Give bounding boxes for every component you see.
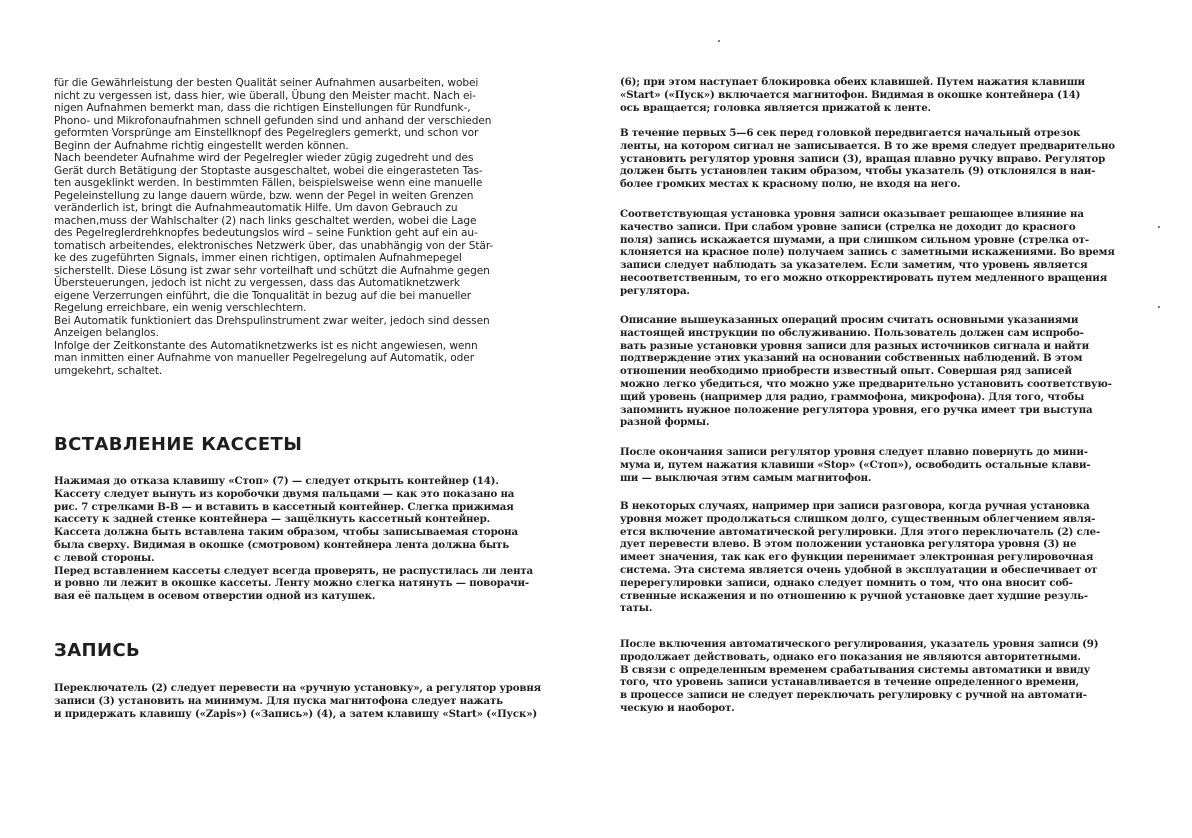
right-paragraph-6: В некоторых случаях, например при записи разговора, когда ручная установка уровня может продолжаться слишком долго, существенным облегчением явля- ется включение автоматической регулировки. Для этого переключатель (2) сле- дует перевести влево. В этом положении установка регулятора уровня (3) не имеет значения, так как его функции перенимает электронная регулировочная система. Эта система является очень удобной в эксплуатации и обеспечивает от перерегулировки записи, однако следует помнить о том, что она вносит соб- ственные искажения и по отношению к ручной установке дает худшие резуль- таты. (620, 500, 1101, 615)
heading-cassette-insertion: ВСТАВЛЕНИЕ КАССЕТЫ (54, 434, 303, 455)
right-paragraph-2: В течение первых 5—6 сек перед головкой передвигается начальный отрезок ленты, на котором сигнал не записывается. В то же время следует предварительно установить регулятор уровня записи (3), вращая плавно ручку вправо. Регулятор должен быть установлен таким образом, чтобы указатель (9) отклонялся в наи- более громких местах к красному полю, не входя на него. (620, 127, 1115, 191)
scan-speck (1158, 226, 1160, 228)
recording-paragraph: Переключатель (2) следует перевести на «ручную установку», а регулятор уровня записи (3) установить на минимум. Для пуска магнитофона следует нажать и придержать клавишу («Zapis») («Запись») (4), а затем клавишу «Start» («Пуск») (54, 682, 542, 720)
cassette-paragraph: Нажимая до отказа клавишу «Стоп» (7) — следует открыть контейнер (14). Кассету следует вынуть из коробочки двумя пальцами — как это показано на рис. 7 стрелками В-В — и вставить в кассетный контейнер. Слегка прижимая кассету к задней стенке контейнера — защёлкнуть кассетный контейнер. Кассета должна быть вставлена таким образом, чтобы записываемая сторона была сверху. Видимая в окошке (смотровом) контейнера лента должна быть с левой стороны. Перед вставлением кассеты следует всегда проверять, не распустилась ли лента и ровно ли лежит в окошке кассеты. Ленту можно слегка натянуть — поворачи- вая её пальцем в осевом отверстии одной из катушек. (54, 475, 533, 603)
scan-speck (1158, 306, 1160, 308)
heading-recording: ЗАПИСЬ (54, 640, 141, 661)
scan-speck (718, 40, 720, 42)
right-paragraph-5: После окончания записи регулятор уровня следует плавно повернуть до мини- мума и, путем нажатия клавиши «Stop» («Стоп»), освободить остальные клави- ши — выключая этим самым магнитофон. (620, 446, 1091, 484)
right-paragraph-1: (6); при этом наступает блокировка обеих клавишей. Путем нажатия клавиши «Start» («Пуск») включается магнитофон. Видимая в окошке контейнера (14) ось вращается; головка является прижатой к ленте. (620, 76, 1085, 114)
right-paragraph-3: Соответствующая установка уровня записи оказывает решающее влияние на качество записи. При слабом уровне записи (стрелка не доходит до красного поля) запись искажается шумами, а при слишком сильном уровне (стрелка от- клоняется на красное поле) получаем запись с заметными искажениями. Во время записи следует наблюдать за указателем. Если заметим, что уровень является несоответственным, то его можно откорректировать путем медленного вращения регулятора. (620, 208, 1115, 297)
german-text-block: für die Gewährleistung der besten Qualität seiner Aufnahmen ausarbeiten, wobei nicht zu vergessen ist, dass hier, wie überall, Übung den Meister macht. Nach ei- nigen Aufnahmen bemerkt man, dass die richtigen Einstellungen für Rundfunk-, Phono- und Mikrofonaufnahmen schnell gefunden sind und anhand der verschieden geformten Vorsprünge am Einstellknopf des Pegelreglers gemerkt, und schon vor Beginn der Aufnahme richtig eingestellt werden können. Nach beendeter Aufnahme wird der Pegelregler wieder zügig zugedreht und des Gerät durch Betätigung der Stoptaste ausgeschaltet, wobei die eingerasteten Tas- ten ausgeklinkt werden. In bestimmten Fällen, beispielsweise wenn eine manuelle Pegeleinstellung zu lange dauern würde, bzw. wenn der Pegel in weiten Grenzen veränderlich ist, bringt die Aufnahmeautomatik Hilfe. Um davon Gebrauch zu machen,muss der Wahlschalter (2) nach links geschaltet werden, wobei die Lage des Pegelreglerdrehknopfes bedeutungslos wird – seine Funktion geht auf ein au- tomatisch arbeitendes, elektronisches Netzwerk über, das unabhängig von der Stär- ke des zugeführten Signals, immer einen richtigen, optimalen Aufnahmepegel sicherstellt. Diese Lösung ist zwar sehr vorteilhaft und schützt die Aufnahme gegen Übersteuerungen, jedoch ist nicht zu vergessen, dass das Automatiknetzwerk eigene Verzerrungen einführt, die die Tonqualität in bezug auf die bei manueller Regelung erreichbare, ein wenig verschlechtern. Bei Automatik funktioniert das Drehspulinstrument zwar weiter, jedoch sind dessen Anzeigen belanglos. Infolge der Zeitkonstante des Automatiknetzwerks ist es nicht angewiesen, wenn man inmitten einer Aufnahme von manueller Pegelregelung auf Automatik, oder umgekehrt, schaltet. (54, 77, 494, 377)
right-paragraph-7: После включения автоматического регулирования, указатель уровня записи (9) продолжает действовать, однако его показания не являются авторитетными. В связи с определенным временем срабатывания системы автоматики и ввиду того, что уровень записи устанавливается в течение определенного времени, в процессе записи не следует переключать регулировку с ручной на автомати- ческую и наоборот. (620, 638, 1099, 714)
right-paragraph-4: Описание вышеуказанных операций просим считать основными указаниями настоящей инструкции по обслуживанию. Пользователь должен сам испробо- вать разные установки уровня записи для разных источников сигнала и найти подтверждение этих указаний на основании собственных наблюдений. В этом отношении необходимо приобрести известный опыт. Совершая ряд записей можно легко убедиться, что можно уже предварительно установить соответствую- щий уровень (например для радио, граммофона, микрофона). Для того, чтобы запомнить нужное положение регулятора уровня, его ручка имеет три выступа разной формы. (620, 314, 1112, 429)
